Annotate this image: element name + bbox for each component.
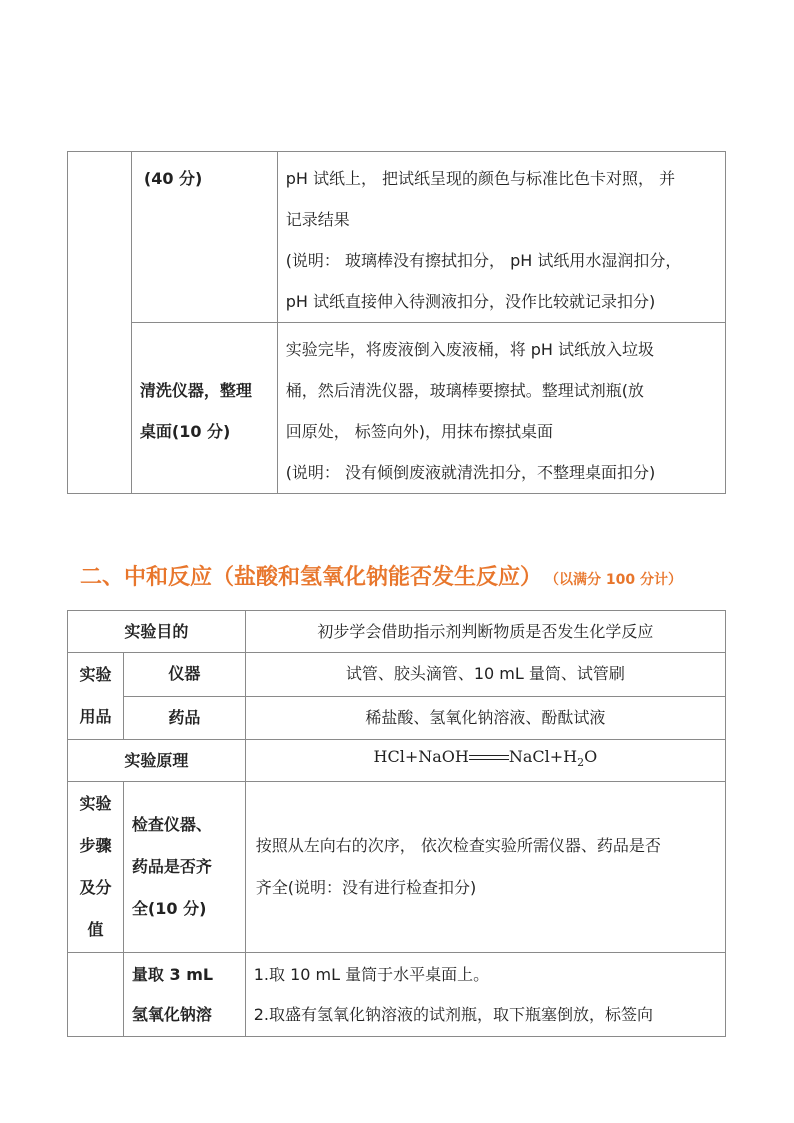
step-label: 清洗仪器，整理 (139, 381, 252, 400)
steps-label-line: 值 (87, 920, 104, 939)
section-heading (80, 560, 682, 591)
table-row (68, 323, 726, 494)
step2-content (245, 953, 725, 1037)
purpose-value: 初步学会借助指示剂判断物质是否发生化学反应 (245, 611, 725, 653)
content-line: 1.取 10 mL 量筒于水平桌面上。 (253, 965, 490, 984)
section-title: 二、中和反应（盐酸和氢氧化钠能否发生反应） (80, 565, 543, 590)
table-row (68, 653, 726, 697)
step1-label (123, 782, 245, 953)
purpose-label: 实验目的 (68, 611, 246, 653)
instruments-value: 试管、胶头滴管、10 mL 量筒、试管刷 (245, 653, 725, 697)
step-content (277, 323, 725, 494)
steps-label (68, 782, 124, 953)
step-label-line: 氢氧化钠溶 (131, 1005, 212, 1024)
materials-label-line: 用品 (79, 707, 112, 726)
empty-cell (68, 953, 124, 1037)
table-row (68, 696, 726, 740)
steps-label-line: 及分 (79, 878, 112, 897)
empty-cell (68, 152, 132, 494)
content-line: 记录结果 (285, 210, 350, 229)
reagents-value: 稀盐酸、氢氧化钠溶液、酚酞试液 (245, 696, 725, 740)
table-row (68, 611, 726, 653)
step-label-line: 全(10 分) (131, 899, 207, 918)
equals-sign (469, 753, 509, 763)
step-label-line: 药品是否齐 (131, 857, 212, 876)
materials-label (68, 653, 124, 740)
content-line: 按照从左向右的次序， 依次检查实验所需仪器、药品是否 (255, 836, 661, 855)
steps-label-line: 步骤 (79, 836, 112, 855)
content-line: (说明： 玻璃棒没有擦拭扣分， pH 试纸用水湿润扣分， (285, 251, 682, 270)
step-label-cell (131, 323, 277, 494)
content-line: (说明： 没有倾倒废液就清洗扣分，不整理桌面扣分) (285, 463, 656, 482)
table-row (68, 740, 726, 782)
step-label-line: 量取 3 mL (131, 965, 214, 984)
principle-equation (245, 740, 725, 782)
table-row (68, 152, 726, 323)
step-label: (40 分) (143, 169, 203, 188)
content-line: 回原处， 标签向外)，用抹布擦拭桌面 (285, 422, 554, 441)
equation-tail: O (584, 747, 598, 767)
content-line: 2.取盛有氢氧化钠溶液的试剂瓶，取下瓶塞倒放，标签向 (253, 1005, 654, 1024)
step2-label (123, 953, 245, 1037)
materials-label-line: 实验 (79, 665, 112, 684)
reagents-label: 药品 (123, 696, 245, 740)
table-row (68, 953, 726, 1037)
step-score (131, 152, 277, 323)
equation-reactants: HCl+NaOH (373, 747, 469, 767)
step-content (277, 152, 725, 323)
step-label-line: 检查仪器、 (131, 815, 212, 834)
scoring-table-continued (67, 151, 726, 494)
instruments-label: 仪器 (123, 653, 245, 697)
experiment-table (67, 610, 726, 1037)
table-row (68, 782, 726, 953)
principle-label: 实验原理 (68, 740, 246, 782)
equation-products: NaCl+H (508, 747, 578, 767)
content-line: 实验完毕，将废液倒入废液桶，将 pH 试纸放入垃圾 (285, 340, 655, 359)
content-line: pH 试纸直接伸入待测液扣分，没作比较就记录扣分) (285, 292, 656, 311)
step-label: 桌面(10 分) (139, 422, 231, 441)
subscript: 2 (577, 756, 585, 770)
content-line: pH 试纸上， 把试纸呈现的颜色与标准比色卡对照， 并 (285, 169, 676, 188)
content-line: 桶，然后清洗仪器，玻璃棒要擦拭。整理试剂瓶(放 (285, 381, 644, 400)
step1-content (245, 782, 725, 953)
section-subtitle: （以满分 100 分计） (552, 572, 682, 588)
steps-label-line: 实验 (79, 794, 112, 813)
content-line: 齐全(说明：没有进行检查扣分) (255, 878, 477, 897)
